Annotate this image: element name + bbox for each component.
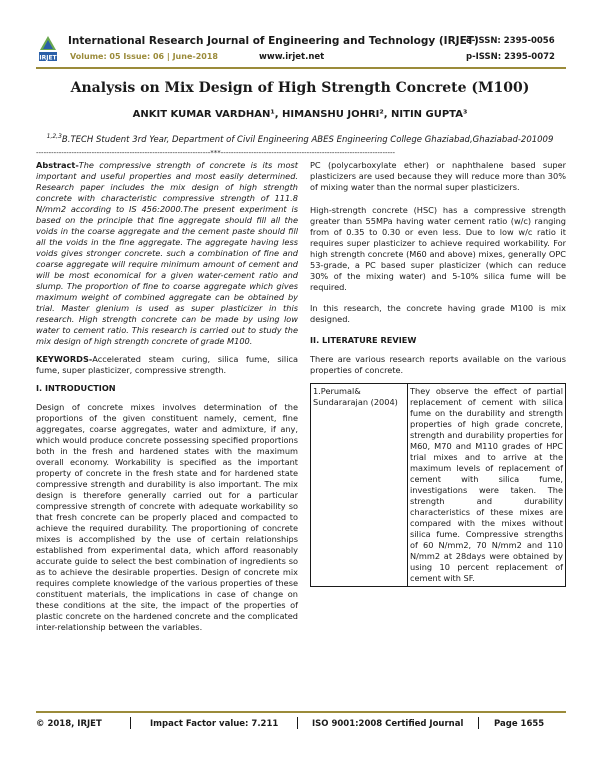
right-paragraph-1: PC (polycarboxylate ether) or naphthalene based super plasticizers are used because they will reduce more than 30% of mixing water than the normal super plasticizers.	[310, 160, 566, 192]
affiliation-text: B.TECH Student 3rd Year, Department of Civil Engineering ABES Engineering College Ghaziabad,Ghaziabad-201009	[61, 134, 554, 145]
right-paragraph-3: In this research, the concrete having grade M100 is mix designed.	[310, 303, 566, 324]
header-divider	[36, 67, 566, 69]
footer-copyright: © 2018, IRJET	[36, 719, 102, 729]
abstract	[36, 160, 298, 347]
journal-logo-icon	[36, 34, 60, 66]
volume-info: Volume: 05 Issue: 06 | June-2018	[70, 52, 218, 61]
authors: ANKIT KUMAR VARDHAN¹, HIMANSHU JOHRI², NITIN GUPTA³	[132, 109, 468, 120]
left-column	[36, 160, 298, 640]
literature-review-heading: II. LITERATURE REVIEW	[310, 335, 417, 345]
footer-impact-factor: Impact Factor value: 7.211	[150, 719, 279, 729]
literature-table	[310, 383, 566, 587]
svg-text:IRJET: IRJET	[39, 54, 57, 62]
footer-divider	[36, 711, 566, 713]
footer-separator	[297, 717, 298, 729]
right-column	[310, 160, 566, 587]
introduction-heading: I. INTRODUCTION	[36, 383, 116, 393]
footer-separator	[130, 717, 131, 729]
introduction-text: Design of concrete mixes involves determination of the proportions of the given constituent namely, cement, fine aggregates, coarse aggregates, water and admixture, if any, which would produce concrete possessing specified proportions both in the fresh and hardened states with the maximum overall economy. Workability is specified as the important property of concrete in the fresh state and for hardened state compressive strength and durability is also important. The mix design is therefore generally carried out for a particular compressive strength of concrete with adequate workability so that fresh concrete can be properly placed and compacted to achieve the required durability. The proportioning of concrete mixes is accomplished by the use of certain relationships established from experimental data, which afford reasonably accurate guide to select the best combination of ingredients so as to achieve the desirable properties. Design of concrete mix requires complete knowledge of the various properties of these constituent materials, the implications in case of change on these conditions at the site, the impact of the properties of plastic concrete on the hardened concrete and the complicated inter-relationship between the variables.	[36, 402, 298, 632]
table-cell-summary: They observe the effect of partial replacement of cement with silica fume on the durability and strength properties of high grade concrete, strength and durability properties for M60, M70 and M110 grades of HPC trial mixes and to arrive at the maximum levels of replacement of cement with silica fume, investigations were taken. The strength and durability characteristics of these mixes are compared with the mixes without silica fume. Compressive strengths of 60 N/mm2, 70 N/mm2 and 110 N/mm2 at 28days were obtained by using 10 percent replacement of cement with SF.	[408, 384, 566, 587]
table-row	[311, 384, 566, 587]
affiliation	[0, 133, 600, 145]
pissn: p-ISSN: 2395-0072	[466, 52, 555, 62]
eissn: e-ISSN: 2395-0056	[466, 36, 555, 46]
paper-title: Analysis on Mix Design of High Strength Concrete (M100)	[70, 80, 530, 96]
footer-separator	[478, 717, 479, 729]
journal-website-link[interactable]: www.irjet.net	[259, 52, 325, 62]
footer-page-number: Page 1655	[494, 719, 545, 729]
keywords-label: KEYWORDS-	[36, 354, 93, 364]
right-paragraph-2: High-strength concrete (HSC) has a compressive strength greater than 55MPa having water cement ratio (w/c) ranging from of 0.35 to 0.30 or even less. Due to low w/c ratio it requires super plasticizer to achieve required workability. For high strength concrete (M60 and above) mixes, generally OPC 53-grade, a PC based super plasticizer (which can reduce 30% of the mixing water) and 5-10% silica fume will be required.	[310, 205, 566, 292]
abstract-label: Abstract-	[36, 160, 79, 170]
keywords	[36, 354, 298, 376]
table-cell-reference: 1.Perumal& Sundararajan (2004)	[311, 384, 408, 587]
separator-line: ---------------------------------------------------------------------***---------------------------------------------------------------------	[36, 150, 396, 156]
affiliation-superscript: 1,2,3	[46, 133, 62, 140]
abstract-text: The compressive strength of concrete is its most important and useful properties and most easily determined. Research paper includes the mix design of high strength concrete with characteristic compressive strength of 111.8 N/mm2 according to IS 456:2000.The present experiment is based on the principle that fine aggregate should fill all the voids in the coarse aggregate and the cement paste should fill all the voids in the fine aggregate. The aggregate having less voids gives stronger concrete. such a combination of fine and coarse aggregate will require minimum amount of cement and will be most economical for a given water-cement ratio and slump. The proportion of fine to coarse aggregate which gives maximum weight of combined aggregate can be obtained by trial. Master glenium is used as super plasticizer in this research. High strength concrete can be made by using low water to cement ratio. This research is carried out to study the mix design of high strength concrete of grade M100.	[36, 160, 298, 346]
footer-iso: ISO 9001:2008 Certified Journal	[312, 719, 464, 729]
literature-review-intro: There are various research reports available on the various properties of concrete.	[310, 354, 566, 375]
keywords-text: Accelerated steam curing, silica fume, silica fume, super plasticizer, compressive strength.	[36, 354, 298, 375]
journal-name: International Research Journal of Engineering and Technology (IRJET)	[68, 35, 479, 47]
